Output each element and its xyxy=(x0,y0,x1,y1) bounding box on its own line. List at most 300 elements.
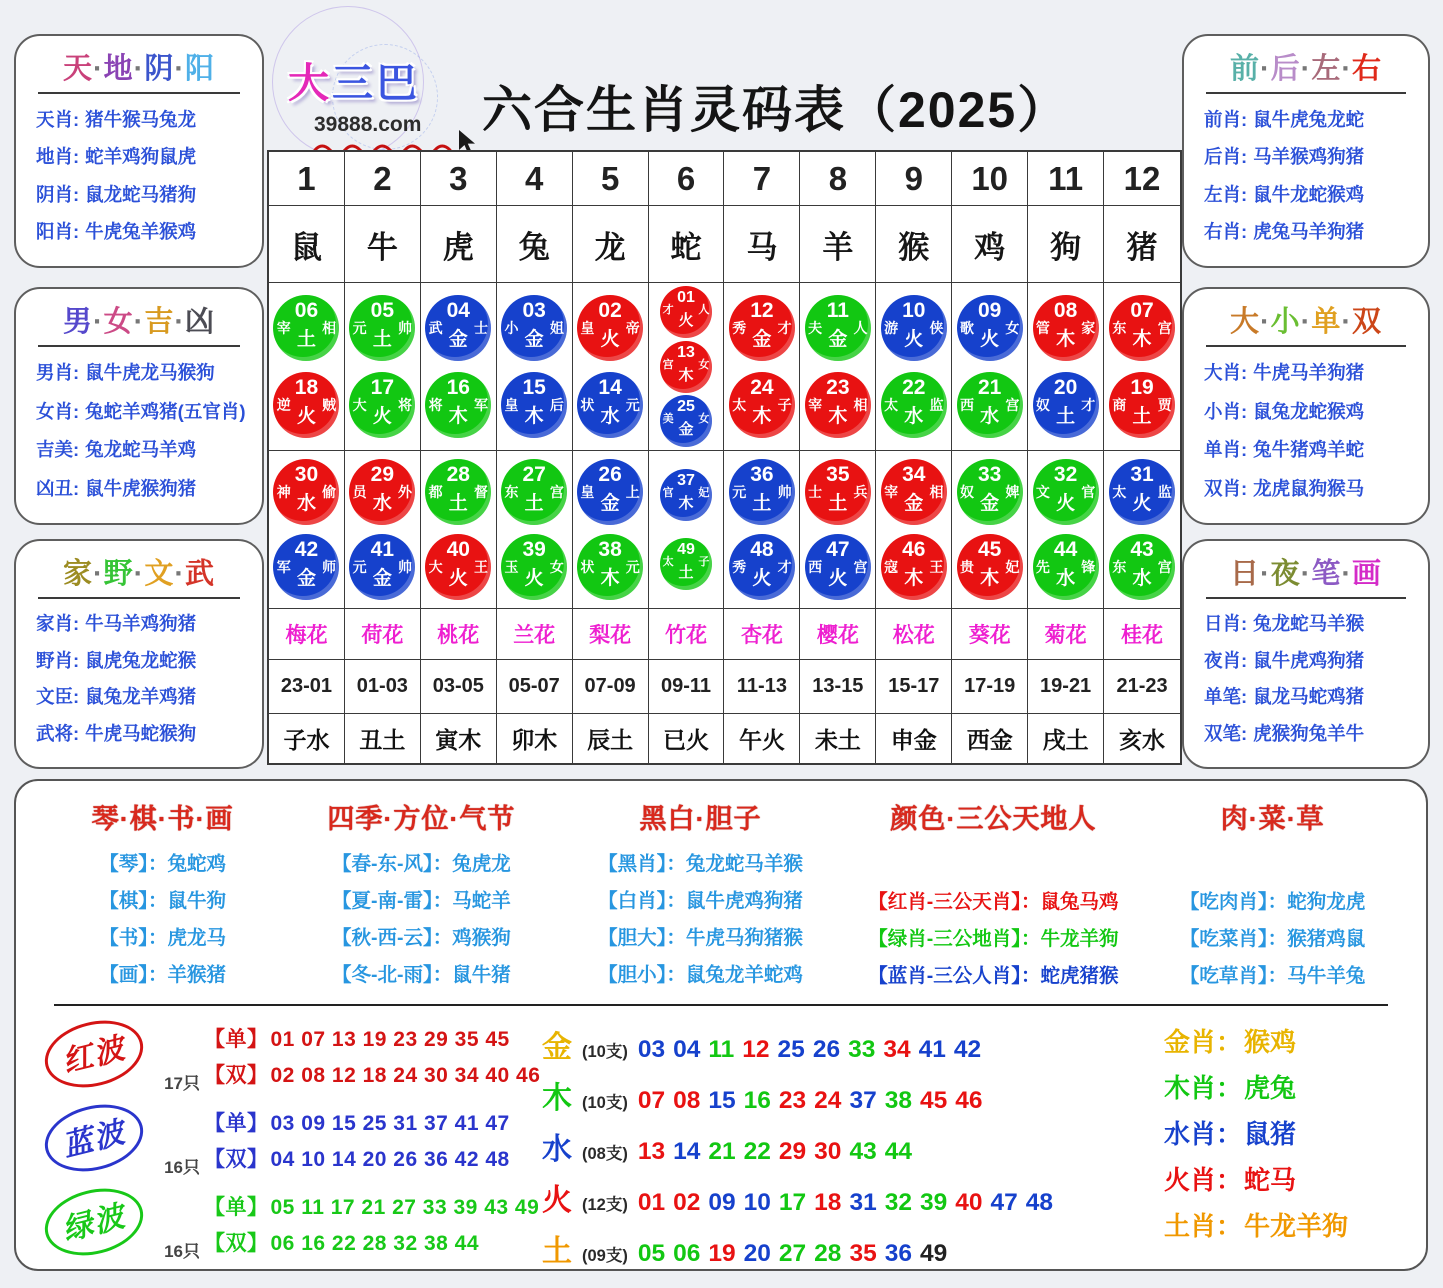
column-animal: 猪 xyxy=(1126,229,1158,265)
flower-name: 梅花 xyxy=(269,609,345,659)
ball-element: 金 xyxy=(980,493,1000,515)
ball-element: 水 xyxy=(372,493,392,515)
zodiac-group-row xyxy=(36,106,254,132)
number-ball xyxy=(957,534,1023,600)
category-row xyxy=(868,886,1118,914)
box-title-char: 文 xyxy=(144,558,175,590)
category-row-label: 【白肖】： xyxy=(598,890,686,912)
category-section xyxy=(844,791,1144,988)
ball-number: 37 xyxy=(677,471,695,489)
zodiac-group-row xyxy=(36,436,254,462)
number-ball xyxy=(660,395,712,447)
category-row xyxy=(868,923,1118,951)
earthly-branch: 寅木 xyxy=(421,714,497,763)
wave-line-label: 【单】 xyxy=(204,1196,269,1219)
element-name: 金 xyxy=(542,1031,572,1064)
ball-element: 火 xyxy=(752,567,772,589)
ball-number: 49 xyxy=(677,541,695,559)
element-number: 45 xyxy=(919,1087,948,1114)
ball-element: 水 xyxy=(600,406,620,428)
ball-title-left: 官 xyxy=(662,486,674,499)
info-box xyxy=(14,539,264,769)
row-label: 单笔: xyxy=(1204,686,1248,708)
time-range: 07-09 xyxy=(573,660,649,713)
ball-element: 木 xyxy=(980,567,1000,589)
ball-element: 金 xyxy=(904,493,924,515)
number-ball xyxy=(349,295,415,361)
category-section xyxy=(1143,791,1402,988)
number-ball xyxy=(349,534,415,600)
ball-title-right: 女 xyxy=(698,358,710,371)
section-header: 四季·方位·气节 xyxy=(327,804,516,834)
element-number-row xyxy=(542,1175,1134,1219)
row-value: 马羊猴鸡狗猪 xyxy=(1253,146,1365,168)
element-number: 29 xyxy=(778,1138,807,1165)
ball-number: 11 xyxy=(826,298,849,322)
wave-line-numbers: 04 10 14 20 26 36 42 48 xyxy=(270,1148,510,1171)
row-label: 武将: xyxy=(36,723,80,745)
element-zodiac-row xyxy=(1164,1068,1402,1105)
earthly-branch: 未土 xyxy=(800,714,876,763)
element-zodiac-label: 土肖： xyxy=(1164,1211,1243,1241)
ball-element: 火 xyxy=(448,567,468,589)
wave-line-numbers: 05 11 17 21 27 33 39 43 49 xyxy=(270,1196,540,1219)
element-number: 48 xyxy=(1025,1189,1054,1216)
column-number-row xyxy=(269,152,1180,206)
row-label: 夜肖: xyxy=(1204,649,1248,671)
element-number-row xyxy=(542,1022,1134,1066)
wave-badge xyxy=(42,1018,204,1094)
ball-number: 40 xyxy=(446,537,470,561)
category-row-label: 【棋】： xyxy=(99,890,168,912)
box-title-char: · xyxy=(1259,53,1271,85)
ball-number: 05 xyxy=(370,298,395,322)
row-label: 吉美: xyxy=(36,439,80,461)
number-ball xyxy=(805,459,871,525)
info-box-title xyxy=(24,46,254,87)
box-title-char: · xyxy=(174,306,186,338)
ball-title-right: 兵 xyxy=(853,484,868,501)
ball-element: 木 xyxy=(448,406,468,428)
row-value: 虎猴狗兔羊牛 xyxy=(1253,723,1365,745)
ball-element: 土 xyxy=(678,564,694,582)
ball-number: 38 xyxy=(598,537,622,561)
number-ball xyxy=(1033,534,1099,600)
ball-title-left: 大 xyxy=(428,558,443,575)
category-row xyxy=(868,960,1118,988)
row-label: 日肖: xyxy=(1204,612,1248,634)
ball-number: 14 xyxy=(598,376,622,400)
ball-title-left: 美 xyxy=(662,413,674,426)
row-value: 鼠兔龙羊鸡猪 xyxy=(85,686,197,708)
row-label: 阴肖: xyxy=(36,183,80,205)
ball-title-left: 将 xyxy=(428,397,443,414)
column-animal: 虎 xyxy=(421,206,497,282)
zodiac-group-row xyxy=(36,181,254,207)
number-ball xyxy=(1033,459,1099,525)
ball-number: 32 xyxy=(1053,463,1078,487)
element-numbers xyxy=(638,1240,955,1268)
info-box-rows xyxy=(24,94,254,256)
wave-line-numbers: 02 08 12 18 24 30 34 40 46 xyxy=(270,1064,541,1087)
ball-element: 金 xyxy=(448,328,468,350)
ball-number: 12 xyxy=(750,298,774,322)
ball-title-left: 奴 xyxy=(959,484,974,501)
ball-title-right: 帅 xyxy=(398,319,413,336)
wave-name-badge: 蓝波 xyxy=(38,1095,151,1181)
ball-title-right: 元 xyxy=(625,397,640,414)
zodiac-group-row xyxy=(1204,359,1420,385)
ball-title-left: 元 xyxy=(732,484,747,501)
number-ball xyxy=(273,459,339,525)
row-value: 鼠牛龙蛇猴鸡 xyxy=(1253,183,1365,205)
logo-brand-part: 三巴 xyxy=(332,60,420,106)
element-number: 41 xyxy=(918,1036,946,1063)
wave-line-label: 【单】 xyxy=(204,1028,269,1051)
element-number: 02 xyxy=(673,1189,701,1216)
page-title: 六合生肖灵码表（2025） xyxy=(482,82,1070,138)
box-title-char: · xyxy=(1300,53,1312,85)
ball-title-right: 军 xyxy=(473,397,488,414)
number-ball xyxy=(729,534,795,600)
ball-number: 35 xyxy=(826,463,850,487)
column-animal: 兔 xyxy=(497,206,573,282)
category-row xyxy=(99,922,226,950)
ball-title-right: 后 xyxy=(549,397,564,414)
row-value: 鼠龙蛇马猪狗 xyxy=(85,183,197,205)
element-count: (10支) xyxy=(582,1094,628,1112)
row-label: 双肖: xyxy=(1204,477,1248,499)
ball-number: 34 xyxy=(902,463,926,487)
ball-number: 10 xyxy=(902,298,926,322)
column-number: 8 xyxy=(800,152,876,205)
element-count: (09支) xyxy=(582,1247,628,1265)
element-number: 09 xyxy=(708,1189,736,1216)
number-ball xyxy=(957,372,1023,438)
ball-element: 金 xyxy=(828,328,848,350)
ball-number: 17 xyxy=(370,376,395,400)
time-range: 23-01 xyxy=(269,660,345,713)
element-number: 36 xyxy=(884,1240,912,1267)
zodiac-number-table xyxy=(267,150,1182,765)
number-ball xyxy=(660,469,712,521)
ball-element: 土 xyxy=(448,493,468,515)
ball-title-left: 东 xyxy=(504,484,519,501)
ball-title-left: 文 xyxy=(1035,484,1050,501)
earthly-branch: 丑土 xyxy=(345,714,421,763)
zodiac-group-row xyxy=(1204,647,1420,673)
wave-number-line xyxy=(204,1191,539,1221)
row-label: 单肖: xyxy=(1204,439,1248,461)
ball-element: 金 xyxy=(600,493,620,515)
divider xyxy=(54,1004,1388,1006)
element-zodiac-label: 火肖： xyxy=(1164,1165,1243,1195)
category-row xyxy=(332,922,511,950)
zodiac-group-row xyxy=(36,475,254,501)
ball-element: 土 xyxy=(1132,406,1152,428)
element-number: 14 xyxy=(673,1138,701,1165)
ball-title-right: 督 xyxy=(473,484,488,501)
element-number: 33 xyxy=(848,1036,876,1063)
ball-title-right: 王 xyxy=(473,558,488,575)
ball-number: 06 xyxy=(294,298,319,322)
element-zodiac-value: 牛龙羊狗 xyxy=(1244,1211,1349,1241)
box-title-char: · xyxy=(1341,558,1353,590)
number-ball xyxy=(729,295,795,361)
category-row xyxy=(1180,960,1365,988)
element-zodiac-value: 鼠猪 xyxy=(1244,1119,1297,1149)
wave-group xyxy=(42,1186,542,1262)
ball-number: 36 xyxy=(750,463,774,487)
ball-title-left: 才 xyxy=(662,303,674,316)
category-row-value: 兔龙蛇马羊猴 xyxy=(685,853,803,875)
number-ball xyxy=(1109,372,1175,438)
time-range: 17-19 xyxy=(952,660,1028,713)
element-name: 火 xyxy=(542,1184,572,1217)
ball-title-right: 师 xyxy=(322,558,337,575)
number-ball-cell xyxy=(952,451,1028,608)
number-ball-band-2 xyxy=(269,451,1180,609)
number-ball-cell xyxy=(1028,451,1104,608)
row-value: 牛虎马蛇猴狗 xyxy=(85,723,197,745)
category-row-label: 【书】： xyxy=(99,927,168,949)
wave-number-line xyxy=(204,1227,539,1257)
number-ball-cell xyxy=(573,451,649,608)
box-title-char: · xyxy=(133,558,145,590)
ball-element: 木 xyxy=(600,567,620,589)
number-ball-band-1 xyxy=(269,283,1180,451)
number-ball xyxy=(957,459,1023,525)
flower-name: 桂花 xyxy=(1121,624,1164,647)
category-row xyxy=(598,922,803,950)
element-number: 44 xyxy=(884,1138,912,1165)
row-value: 鼠牛虎龙马猴狗 xyxy=(85,362,215,384)
column-number: 1 xyxy=(269,152,345,205)
wave-name-badge: 绿波 xyxy=(38,1179,151,1265)
column-animal: 马 xyxy=(724,206,800,282)
element-zodiac-label: 木肖： xyxy=(1164,1073,1243,1103)
row-value: 鼠虎兔龙蛇猴 xyxy=(85,649,197,671)
category-row xyxy=(598,885,803,913)
row-value: 虎兔马羊狗猪 xyxy=(1253,221,1365,243)
number-ball xyxy=(425,372,491,438)
ball-title-left: 士 xyxy=(808,484,823,501)
logo-brand xyxy=(288,50,478,109)
category-row-value: 鼠牛狗 xyxy=(167,890,226,912)
ball-title-right: 妃 xyxy=(1005,558,1020,575)
wave-count: 17只 xyxy=(164,1074,200,1093)
element-zodiac-list xyxy=(1134,1018,1402,1270)
zodiac-group-row xyxy=(36,143,254,169)
category-row-value: 牛龙羊狗 xyxy=(1040,928,1119,950)
element-numbers xyxy=(638,1036,989,1064)
ball-element: 水 xyxy=(980,406,1000,428)
category-row-label: 【胆大】： xyxy=(598,927,686,949)
ball-title-left: 秀 xyxy=(732,319,747,336)
ball-title-left: 太 xyxy=(732,397,747,414)
row-value: 猪牛猴马兔龙 xyxy=(85,108,197,130)
row-label: 文臣: xyxy=(36,686,80,708)
ball-title-left: 元 xyxy=(352,558,367,575)
ball-number: 24 xyxy=(750,376,774,400)
ball-number: 44 xyxy=(1053,537,1078,561)
box-title-char: 左 xyxy=(1311,53,1342,85)
zodiac-group-row xyxy=(36,398,254,424)
element-name: 木 xyxy=(542,1082,572,1115)
ball-element: 金 xyxy=(296,567,316,589)
row-value: 鼠牛虎兔龙蛇 xyxy=(1253,108,1365,130)
category-row-label: 【吃菜肖】： xyxy=(1179,928,1288,950)
site-logo xyxy=(288,26,478,156)
ball-title-right: 相 xyxy=(853,397,868,414)
number-ball xyxy=(501,295,567,361)
number-ball xyxy=(660,341,712,393)
category-row-label: 【胆小】： xyxy=(598,964,686,986)
ball-element: 土 xyxy=(1056,406,1076,428)
category-row-value: 马蛇羊 xyxy=(452,890,511,912)
flower-name: 杏花 xyxy=(724,609,800,659)
category-row xyxy=(99,885,226,913)
box-title-char: 天 xyxy=(62,53,93,85)
row-label: 凶丑: xyxy=(36,477,80,499)
section-header: 颜色·三公天地人 xyxy=(890,804,1097,834)
element-numbers xyxy=(638,1138,920,1166)
element-number: 26 xyxy=(812,1036,841,1063)
time-range: 03-05 xyxy=(421,660,497,713)
number-ball xyxy=(957,295,1023,361)
element-number: 46 xyxy=(955,1087,983,1114)
ball-element: 火 xyxy=(828,567,848,589)
earthly-branch: 子水 xyxy=(269,714,345,763)
info-box-title xyxy=(1192,46,1420,87)
column-number: 5 xyxy=(573,152,649,205)
ball-number: 08 xyxy=(1053,298,1078,322)
wave-name-badge: 红波 xyxy=(38,1011,151,1097)
wave-number-line xyxy=(204,1023,540,1053)
element-number: 06 xyxy=(673,1240,701,1267)
category-row-label: 【红肖-三公天肖】： xyxy=(868,891,1041,913)
ball-title-right: 才 xyxy=(1081,397,1096,414)
section-header: 琴·棋·书·画 xyxy=(91,804,234,834)
category-row xyxy=(1180,923,1365,951)
row-label: 天肖: xyxy=(36,108,80,130)
ball-number: 29 xyxy=(370,463,395,487)
wave-count: 16只 xyxy=(164,1158,200,1177)
zodiac-group-row xyxy=(1204,398,1420,424)
wave-number-line xyxy=(204,1107,510,1137)
category-row-label: 【黑肖】： xyxy=(598,853,686,875)
category-row-label: 【冬-北-雨】： xyxy=(331,964,453,986)
category-row-value: 鼠兔龙羊蛇鸡 xyxy=(685,964,803,986)
zodiac-group-row xyxy=(1204,436,1420,462)
category-row xyxy=(332,848,511,876)
box-title-char: 日 xyxy=(1229,558,1260,590)
row-label: 左肖: xyxy=(1204,183,1248,205)
ball-title-right: 子 xyxy=(777,397,792,414)
ball-title-right: 家 xyxy=(1081,319,1096,336)
element-number: 17 xyxy=(778,1189,807,1216)
element-zodiac-row xyxy=(1164,1022,1402,1059)
number-ball-cell xyxy=(876,451,952,608)
category-section xyxy=(40,791,285,988)
element-numbers xyxy=(638,1087,991,1115)
ball-number: 21 xyxy=(978,376,1002,400)
column-animal: 鼠 xyxy=(269,206,345,282)
ball-title-right: 帝 xyxy=(625,319,640,336)
category-row-value: 兔虎龙 xyxy=(452,853,511,875)
column-animal: 龙 xyxy=(573,206,649,282)
number-ball xyxy=(1033,295,1099,361)
box-title-char: 单 xyxy=(1311,306,1342,338)
ball-title-left: 都 xyxy=(428,484,443,501)
column-animal: 牛 xyxy=(345,206,421,282)
box-title-char: 凶 xyxy=(185,306,216,338)
category-row-label: 【画】： xyxy=(99,964,168,986)
wave-group xyxy=(42,1102,542,1178)
flower-name: 梨花 xyxy=(573,609,649,659)
time-range: 13-15 xyxy=(800,660,876,713)
number-ball-cell xyxy=(497,451,573,608)
category-row-label: 【蓝肖-三公人肖】： xyxy=(868,965,1041,987)
column-animal: 羊 xyxy=(800,206,876,282)
element-zodiac-label: 金肖： xyxy=(1164,1027,1243,1057)
category-row-label: 【秋-西-云】： xyxy=(331,927,453,949)
category-row-label: 【绿肖-三公地肖】： xyxy=(868,928,1041,950)
info-box-title xyxy=(1192,299,1420,340)
number-ball xyxy=(1109,295,1175,361)
ball-title-left: 玉 xyxy=(504,558,519,575)
category-section xyxy=(558,791,844,988)
section-header: 黑白·胆子 xyxy=(639,804,762,834)
ball-element: 木 xyxy=(752,406,772,428)
number-ball xyxy=(577,534,643,600)
row-value: 蛇羊鸡狗鼠虎 xyxy=(85,146,197,168)
element-number: 13 xyxy=(637,1138,666,1165)
box-title-char: · xyxy=(174,53,186,85)
zodiac-group-row xyxy=(36,610,254,636)
element-number-lists xyxy=(542,1018,1134,1270)
element-number: 47 xyxy=(990,1189,1018,1216)
row-label: 后肖: xyxy=(1204,146,1248,168)
earthly-branch: 申金 xyxy=(876,714,952,763)
ball-number: 01 xyxy=(677,288,695,306)
ball-element: 土 xyxy=(524,493,544,515)
element-number: 03 xyxy=(637,1036,666,1063)
info-box xyxy=(14,287,264,525)
element-number: 11 xyxy=(708,1036,735,1063)
column-animal: 狗 xyxy=(1028,206,1104,282)
ball-number: 02 xyxy=(598,298,622,322)
category-row-label: 【春-东-风】： xyxy=(331,853,453,875)
ball-title-right: 上 xyxy=(625,484,640,501)
element-number: 01 xyxy=(637,1189,666,1216)
element-zodiac-row xyxy=(1164,1206,1402,1243)
element-number: 23 xyxy=(778,1087,807,1114)
ball-number: 23 xyxy=(826,376,850,400)
logo-brand-part: 大 xyxy=(288,60,332,106)
number-ball-cell xyxy=(345,283,421,450)
ball-title-left: 宰 xyxy=(276,319,291,336)
box-title-char: · xyxy=(1259,306,1271,338)
element-number: 32 xyxy=(884,1189,912,1216)
wave-line-numbers: 03 09 15 25 31 37 41 47 xyxy=(270,1112,510,1135)
ball-title-right: 贼 xyxy=(322,397,337,414)
element-number: 49 xyxy=(919,1240,948,1267)
ball-element: 火 xyxy=(904,328,924,350)
bottom-lower xyxy=(40,1018,1402,1270)
ball-title-right: 将 xyxy=(398,397,413,414)
box-title-char: 家 xyxy=(62,558,93,590)
